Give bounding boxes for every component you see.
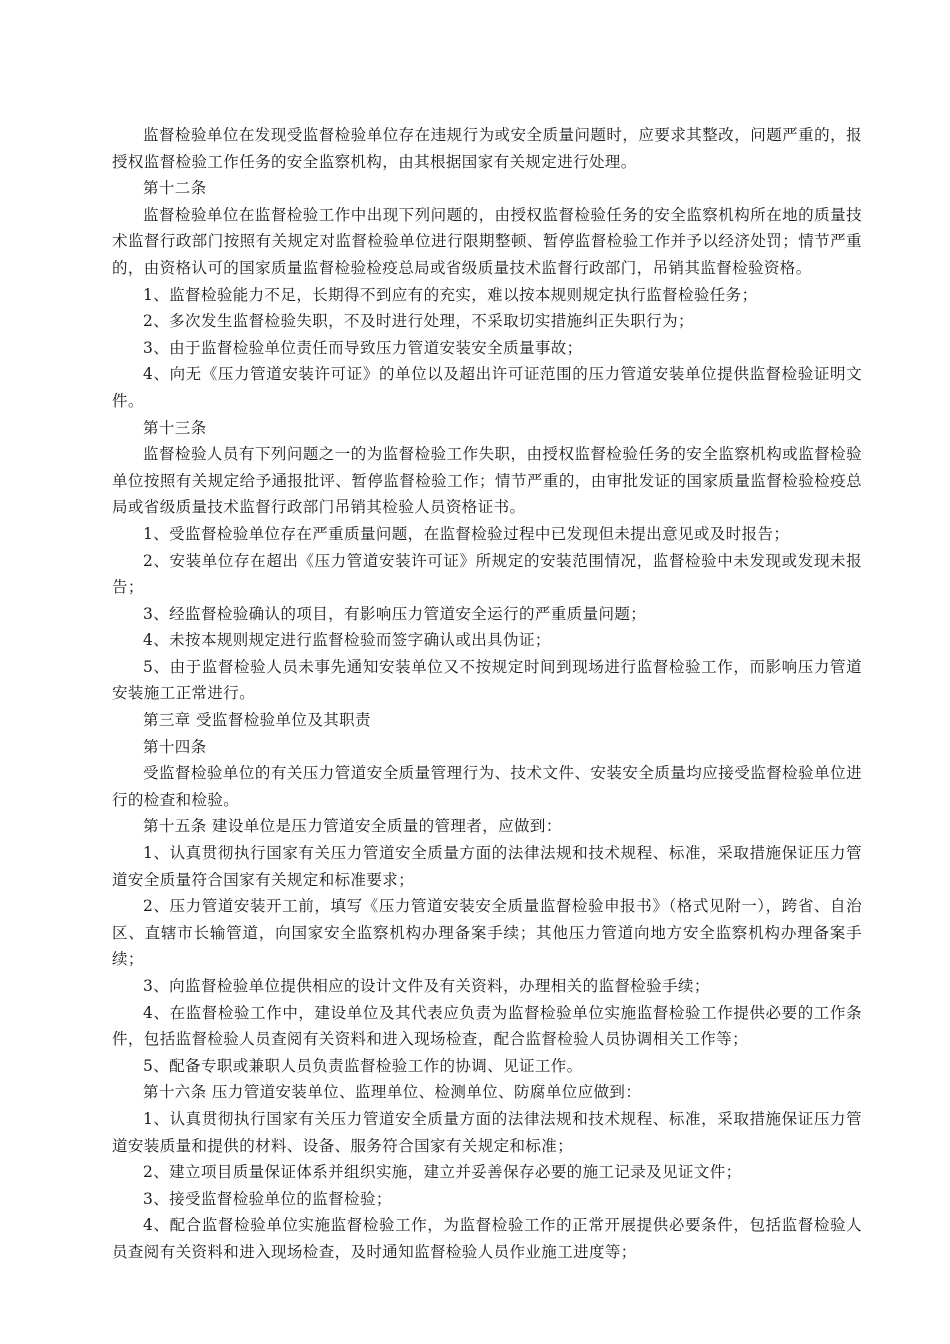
article-15-item-3: 3、向监督检验单位提供相应的设计文件及有关资料，办理相关的监督检验手续； bbox=[143, 977, 710, 995]
article-15-item-2: 2、压力管道安装开工前，填写《压力管道安装安全质量监督检验申报书》（格式见附一），跨省、自治区、直辖市长输管道，向国家安全监察机构办理备案手续；其他压力管道向地方安全监察机构办理备案手续； bbox=[112, 897, 862, 969]
article-16-item-1: 1、认真贯彻执行国家有关压力管道安全质量方面的法律法规和技术规程、标准，采取措施保证压力管道安装质量和提供的材料、设备、服务符合国家有关规定和标准； bbox=[112, 1109, 862, 1155]
article-13-item-3: 3、经监督检验确认的项目，有影响压力管道安全运行的严重质量问题； bbox=[143, 604, 647, 623]
article-15-item-1: 1、认真贯彻执行国家有关压力管道安全质量方面的法律法规和技术规程、标准，采取措施保证压力管道安全质量符合国家有关规定和标准要求； bbox=[112, 844, 862, 889]
article-14-heading: 第十四条 bbox=[143, 737, 207, 756]
article-12-item-4: 4、向无《压力管道安装许可证》的单位以及超出许可证范围的压力管道安装单位提供监督检验证明文件。 bbox=[112, 365, 862, 410]
article-12-item-1: 1、监督检验能力不足，长期得不到应有的充实，难以按本规则规定执行监督检验任务； bbox=[143, 285, 758, 304]
article-12-heading: 第十二条 bbox=[143, 179, 207, 198]
article-16-item-3: 3、接受监督检验单位的监督检验； bbox=[143, 1189, 392, 1208]
article-15-item-4: 4、在监督检验工作中，建设单位及其代表应负责为监督检验单位实施监督检验工作提供必要的工作条件，包括监督检验人员查阅有关资料和进入现场检查，配合监督检验人员协调相关工作等； bbox=[112, 1003, 862, 1049]
article-12-body: 监督检验单位在监督检验工作中出现下列问题的，由授权监督检验任务的安全监察机构所在地的质量技术监督行政部门按照有关规定对监督检验单位进行限期整顿、暂停监督检验工作并予以经济处罚；情节严重的，由资格认可的国家质量监督检验检疫总局或省级质量技术监督行政部门，吊销其监督检验资格。 bbox=[112, 205, 862, 277]
article-15-item-5: 5、配备专职或兼职人员负责监督检验工作的协调、见证工作。 bbox=[143, 1056, 583, 1075]
article-16-item-2: 2、建立项目质量保证体系并组织实施，建立并妥善保存必要的施工记录及见证文件； bbox=[143, 1163, 742, 1182]
article-15-heading: 第十五条 建设单位是压力管道安全质量的管理者，应做到： bbox=[143, 817, 562, 836]
article-13-item-4: 4、未按本规则规定进行监督检验而签字确认或出具伪证； bbox=[143, 631, 551, 650]
article-16-heading: 第十六条 压力管道安装单位、监理单位、检测单位、防腐单位应做到： bbox=[143, 1083, 642, 1102]
chapter-3-heading: 第三章 受监督检验单位及其职责 bbox=[143, 711, 371, 730]
article-14-body: 受监督检验单位的有关压力管道安全质量管理行为、技术文件、安装安全质量均应接受监督检验单位进行的检查和检验。 bbox=[112, 764, 862, 809]
article-13-item-1: 1、受监督检验单位存在严重质量问题，在监督检验过程中已发现但未提出意见或及时报告； bbox=[143, 524, 790, 543]
article-12-item-3: 3、由于监督检验单位责任而导致压力管道安装安全质量事故； bbox=[143, 338, 583, 357]
article-16-item-4: 4、配合监督检验单位实施监督检验工作，为监督检验工作的正常开展提供必要条件，包括监督检验人员查阅有关资料和进入现场检查，及时通知监督检验人员作业施工进度等； bbox=[112, 1216, 862, 1261]
article-13-body: 监督检验人员有下列问题之一的为监督检验工作失职，由授权监督检验任务的安全监察机构或监督检验单位按照有关规定给予通报批评、暂停监督检验工作；情节严重的，由审批发证的国家质量监督检验检疫总局或省级质量技术监督行政部门吊销其检验人员资格证书。 bbox=[112, 445, 862, 517]
article-12-item-2: 2、多次发生监督检验失职，不及时进行处理，不采取切实措施纠正失职行为； bbox=[143, 312, 694, 331]
article-13-item-5: 5、由于监督检验人员未事先通知安装单位又不按规定时间到现场进行监督检验工作，而影响压力管道安装施工正常进行。 bbox=[112, 657, 862, 703]
article-13-heading: 第十三条 bbox=[143, 418, 207, 437]
article-13-item-2: 2、安装单位存在超出《压力管道安装许可证》所规定的安装范围情况，监督检验中未发现或发现未报告； bbox=[112, 551, 862, 597]
paragraph-supervision-rectification: 监督检验单位在发现受监督检验单位存在违规行为或安全质量问题时，应要求其整改，问题严重的，报授权监督检验工作任务的安全监察机构，由其根据国家有关规定进行处理。 bbox=[112, 126, 862, 171]
